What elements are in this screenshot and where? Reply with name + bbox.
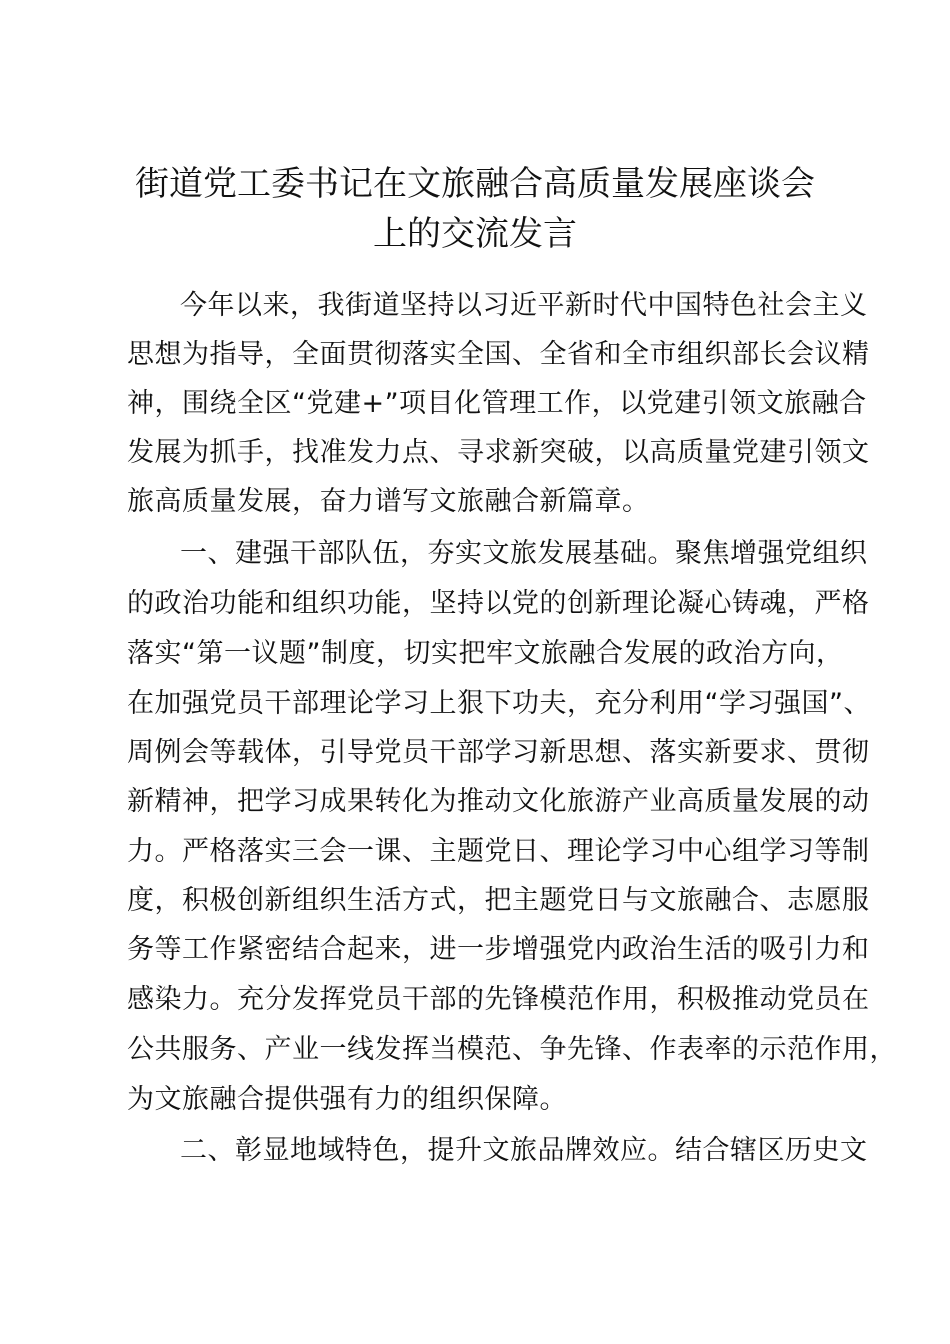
- paragraph-2-line-2: 的政治功能和组织功能，坚持以党的创新理论凝心铸魂，严格: [127, 588, 870, 619]
- paragraph-2-line-6: 新精神，把学习成果转化为推动文化旅游产业高质量发展的动: [127, 786, 870, 817]
- paragraph-2-line-1: 一、建强干部队伍，夯实文旅发展基础。聚焦增强党组织: [180, 538, 868, 569]
- paragraph-2-line-7: 力。严格落实三会一课、主题党日、理论学习中心组学习等制: [127, 836, 870, 867]
- paragraph-2-line-11: 公共服务、产业一线发挥当模范、争先锋、作表率的示范作用，: [127, 1034, 897, 1065]
- document-title-line-2: 上的交流发言: [373, 214, 577, 254]
- paragraph-3-line-1: 二、彰显地域特色，提升文旅品牌效应。结合辖区历史文: [180, 1135, 868, 1166]
- paragraph-1-line-4: 发展为抓手，找准发力点、寻求新突破，以高质量党建引领文: [127, 437, 870, 468]
- paragraph-2-line-8: 度，积极创新组织生活方式，把主题党日与文旅融合、志愿服: [127, 885, 870, 916]
- paragraph-1-line-3: 神，围绕全区“党建+”项目化管理工作，以党建引领文旅融合: [127, 388, 867, 419]
- paragraph-2-line-12: 为文旅融合提供强有力的组织保障。: [127, 1084, 567, 1115]
- paragraph-2-line-5: 周例会等载体，引导党员干部学习新思想、落实新要求、贯彻: [127, 737, 870, 768]
- paragraph-2-line-10: 感染力。充分发挥党员干部的先锋模范作用，积极推动党员在: [127, 984, 870, 1015]
- paragraph-1-line-5: 旅高质量发展，奋力谱写文旅融合新篇章。: [127, 486, 650, 517]
- paragraph-1-line-2: 思想为指导，全面贯彻落实全国、全省和全市组织部长会议精: [127, 339, 870, 370]
- paragraph-2-line-3: 落实“第一议题”制度，切实把牢文旅融合发展的政治方向，: [127, 638, 844, 669]
- paragraph-1-line-1: 今年以来，我街道坚持以习近平新时代中国特色社会主义: [180, 290, 868, 321]
- document-title-line-1: 街道党工委书记在文旅融合高质量发展座谈会: [135, 164, 815, 204]
- paragraph-2-line-4: 在加强党员干部理论学习上狠下功夫，充分利用“学习强国”、: [127, 688, 871, 719]
- paragraph-2-line-9: 务等工作紧密结合起来，进一步增强党内政治生活的吸引力和: [127, 934, 870, 965]
